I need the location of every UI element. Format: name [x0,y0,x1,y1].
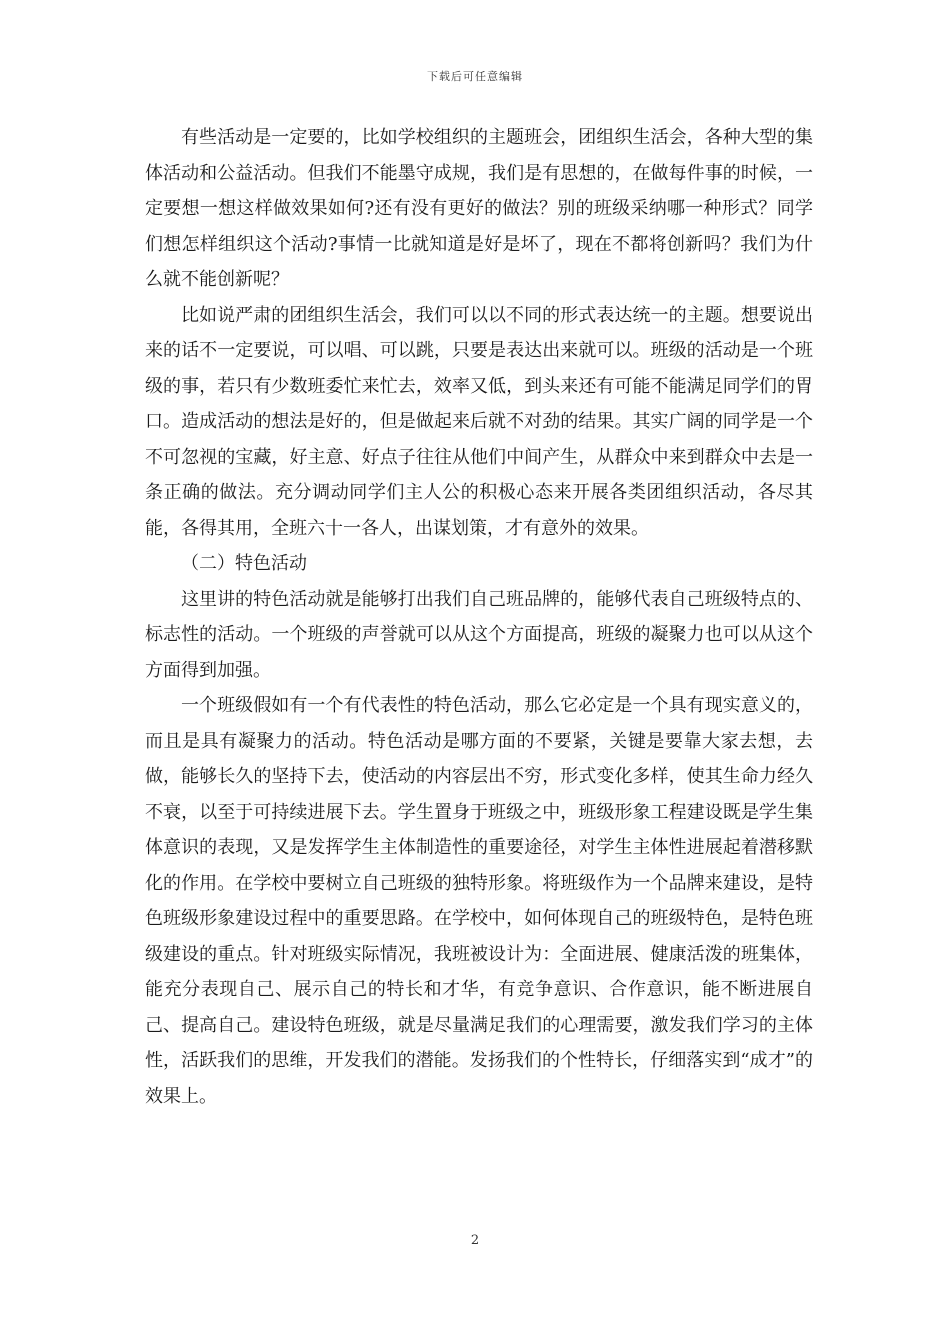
document-body [145,120,813,1114]
paragraph: 这里讲的特色活动就是能够打出我们自己班品牌的，能够代表自己班级特点的、标志性的活动。一个班级的声誉就可以从这个方面提高，班级的凝聚力也可以从这个方面得到加强。 [145,588,813,681]
page-number: 2 [470,1233,480,1248]
page-header: 下载后可任意编辑 [427,70,523,83]
paragraph: 有些活动是一定要的，比如学校组织的主题班会，团组织生活会，各种大型的集体活动和公益活动。但我们不能墨守成规，我们是有思想的，在做每件事的时候，一定要想一想这样做效果如何?还有没有更好的做法？别的班级采纳哪一种形式？同学们想怎样组织这个活动?事情一比就知道是好是坏了，现在不都将创新吗？我们为什么就不能创新呢？ [145,127,813,290]
section-heading: （二）特色活动 [181,553,307,574]
paragraph: 一个班级假如有一个有代表性的特色活动，那么它必定是一个具有现实意义的，而且是具有凝聚力的活动。特色活动是哪方面的不要紧，关键是要靠大家去想，去做，能够长久的坚持下去，使活动的内容层出不穷，形式变化多样，使其生命力经久不衰，以至于可持续进展下去。学生置身于班级之中，班级形象工程建设既是学生集体意识的表现，又是发挥学生主体制造性的重要途径，对学生主体性进展起着潜移默化的作用。在学校中要树立自己班级的独特形象。将班级作为一个品牌来建设，是特色班级形象建设过程中的重要思路。在学校中，如何体现自己的班级特色，是特色班级建设的重点。针对班级实际情况，我班被设计为：全面进展、健康活泼的班集体，能充分表现自己、展示自己的特长和才华，有竞争意识、合作意识，能不断进展自己、提高自己。建设特色班级，就是尽量满足我们的心理需要，激发我们学习的主体性，活跃我们的思维，开发我们的潜能。发扬我们的个性特长，仔细落实到“成才”的效果上。 [145,695,813,1107]
paragraph: 比如说严肃的团组织生活会，我们可以以不同的形式表达统一的主题。想要说出来的话不一定要说，可以唱、可以跳，只要是表达出来就可以。班级的活动是一个班级的事，若只有少数班委忙来忙去，效率又低，到头来还有可能不能满足同学们的胃口。造成活动的想法是好的，但是做起来后就不对劲的结果。其实广阔的同学是一个不可忽视的宝藏，好主意、好点子往往从他们中间产生，从群众中来到群众中去是一条正确的做法。充分调动同学们主人公的积极心态来开展各类团组织活动，各尽其能，各得其用，全班六十一各人，出谋划策，才有意外的效果。 [145,304,813,539]
